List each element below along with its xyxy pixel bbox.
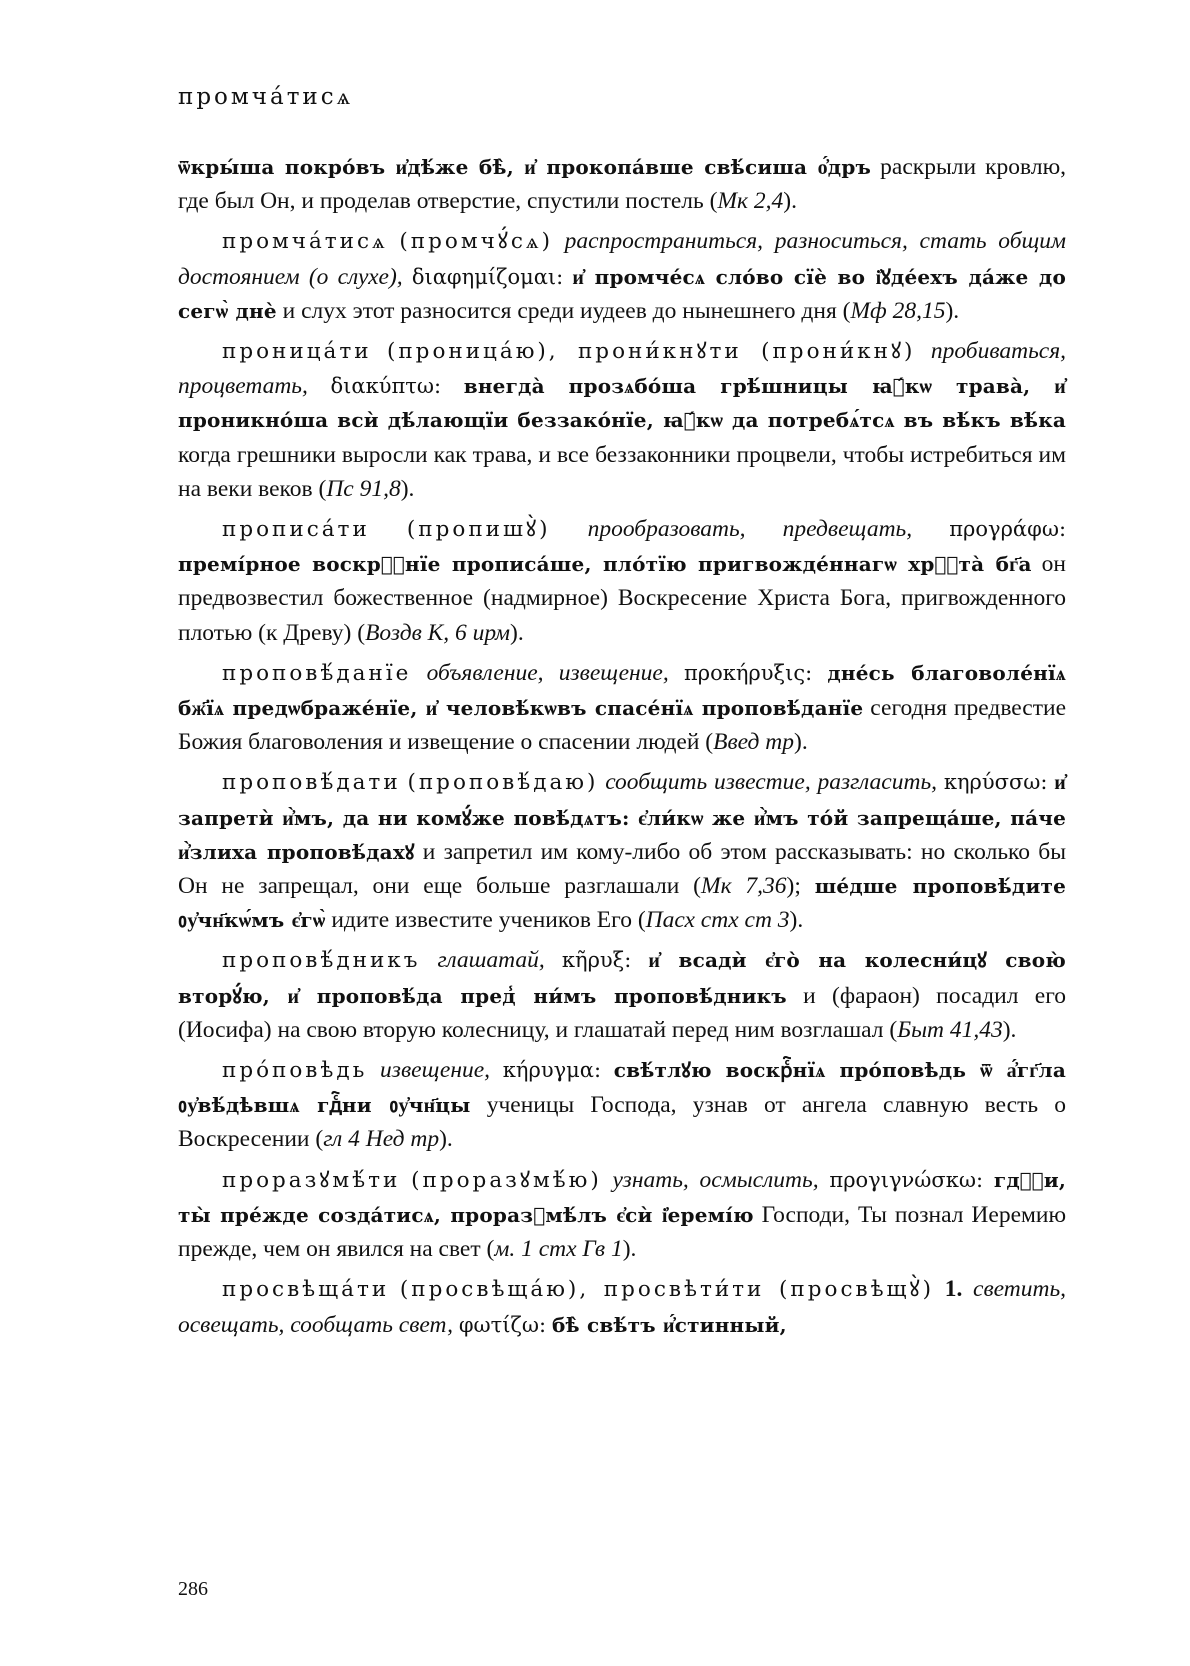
- church-slavonic-quote: и҆ всадѝ є҆го̀ на колесни́цꙋ свою̀ вторꙋ́ю, и҆ проповѣ́да пред̾ ни́мъ проповѣ́дникъ: [178, 948, 1067, 1008]
- greek-equivalent: κῆρυξ:: [561, 948, 632, 973]
- headword: просвѣща́ти: [222, 1277, 390, 1303]
- church-slavonic-quote: свѣ́тлꙋю воскрⷭ҇нїѧ про́повѣдь ѿ а҆́гг҃ла ᲂу҆вѣ́дѣвшѧ гдⷭ҇ни ᲂу҆чн҃цы: [178, 1058, 1067, 1118]
- headword: проповѣ́дати: [222, 770, 401, 796]
- reference: м. 1 стх Гв 1: [494, 1236, 623, 1263]
- translation-2: идите известите учеников Его (: [325, 907, 646, 934]
- church-slavonic-quote: и҆ запретѝ и҆̀мъ, да ни комꙋ́же повѣ́дѧтъ: є҆ли́кѡ же и҆̀мъ то́й запреща́ше, па́че и҆̀злиха проповѣ́дахꙋ: [178, 770, 1067, 864]
- reference: Введ тр: [713, 729, 794, 756]
- reference: гл 4 Нед тр: [323, 1126, 440, 1153]
- church-slavonic-quote: бѣ̀ свѣ́тъ и҆́стинный,: [551, 1312, 787, 1337]
- headword-variant: (промчꙋ́сѧ): [399, 229, 553, 255]
- greek-equivalent: κηρύσσω:: [943, 770, 1048, 795]
- greek-equivalent: φωτίζω:: [458, 1312, 547, 1337]
- entry-propovednik: проповѣ́дникъ глашатай, κῆρυξ: и҆ всадѝ є҆го̀ на колесни́цꙋ свою̀ вторꙋ́ю, и҆ проповѣ́да пред̾ ни́мъ проповѣ́дникъ и (фараон) посадил его (Иосифа) на свою вторую колесницу, и глашатай перед ним возглашал (Быт 41,43).: [178, 947, 1067, 1043]
- headword: проница́ти: [222, 339, 372, 365]
- gloss: извещение,: [380, 1057, 491, 1084]
- translation: раскрыли кровлю, где был Он, и проделав отверстие, спустили постель (: [178, 154, 1066, 215]
- greek-equivalent: προγράφω:: [949, 517, 1067, 542]
- church-slavonic-quote: гдⷭ҇и, ты̀ пре́жде созда́тисѧ, проразꙋмѣ́лъ є҆сѝ і҆еремі́ю: [178, 1167, 1067, 1227]
- gloss: сообщить известие, разгласить,: [605, 769, 938, 796]
- headword: промча́тисѧ: [222, 229, 388, 255]
- dictionary-text: [178, 150, 1066, 1348]
- reference: Мк 7,36: [701, 873, 787, 900]
- entry-promchatisya: промча́тисѧ (промчꙋ́сѧ) распространиться, разноситься, стать общим достоянием (о слухе), διαφημίζομαι: и҆ промче́сѧ сло́во сїѐ во і҆ꙋде́ехъ да́же до сегѡ̀ днѐ и слух этот разносится среди иудеев до нынешнего дня (Мф 28,15).: [178, 228, 1067, 324]
- running-head: промча́тисѧ: [178, 84, 354, 110]
- greek-equivalent: κήρυγμα:: [502, 1058, 602, 1083]
- church-slavonic-quote-2: ше́дше проповѣ́дите ᲂу҆чн҃кѡ́мъ є҆гѡ̀: [178, 874, 1067, 933]
- entry-continuation: ѿкры́ша покро́въ и҆дѣ́же бѣ̀, и҆ прокопа́вше свѣ́сиша о҆́дръ раскрыли кровлю, где был Он, и проделав отверстие, спустили постель (Мк 2,4).: [178, 154, 1066, 215]
- gloss: объявление, извещение,: [426, 659, 669, 686]
- reference: Мф 28,15: [850, 297, 946, 324]
- greek-equivalent: προγιγνώσκω:: [829, 1167, 984, 1192]
- headword-variant: (проразꙋмѣ́ю): [411, 1167, 602, 1193]
- reference: Пс 91,8: [326, 475, 401, 502]
- headword: проразꙋмѣ́ти: [222, 1167, 401, 1193]
- entry-propoved: про́повѣдь извещение, κήρυγμα: свѣ́тлꙋю воскрⷭ҇нїѧ про́повѣдь ѿ а҆́гг҃ла ᲂу҆вѣ́дѣвшѧ гдⷭ҇ни ᲂу҆чн҃цы ученицы Господа, узнав от ангела славную весть о Воскресении (гл 4 Нед тр).: [178, 1057, 1067, 1153]
- headword-variant: (просвѣща́ю), просвѣти́ти (просвѣщꙋ̀): [399, 1277, 935, 1303]
- translation: и запретил им кому-либо об этом рассказывать: но сколько бы Он не запрещал, они еще больше разглашали (: [178, 838, 1066, 900]
- church-slavonic-quote: и҆ промче́сѧ сло́во сїѐ во і҆ꙋде́ехъ да́же до сегѡ̀ днѐ: [178, 264, 1066, 323]
- entry-propovedati: проповѣ́дати (проповѣ́даю) сообщить известие, разгласить, κηρύσσω: и҆ запретѝ и҆̀мъ, да ни комꙋ́же повѣ́дѧтъ: є҆ли́кѡ же и҆̀мъ то́й запреща́ше, па́че и҆̀злиха проповѣ́дахꙋ и запретил им кому-либо об этом рассказывать: но сколько бы Он не запрещал, они еще больше разглашали (Мк 7,36); ше́дше проповѣ́дите ᲂу҆чн҃кѡ́мъ є҆гѡ̀ идите известите учеников Его (Пасх стх ст 3).: [178, 769, 1067, 934]
- greek-equivalent: διακύπτω:: [330, 374, 442, 399]
- headword-variant: (пропишꙋ̀): [406, 517, 551, 543]
- entry-propovedanie: проповѣ́данїе объявление, извещение, προκήρυξις: дне́сь благоволе́нїѧ бж҃їѧ предѡбраже́нїе, и҆ человѣ́кѡвъ спасе́нїѧ проповѣ́данїе сегодня предвестие Божия благоволения и извещение о спасении людей (Введ тр).: [178, 659, 1067, 756]
- greek-equivalent: διαφημίζομαι:: [411, 264, 564, 289]
- headword-variant: (проповѣ́даю): [407, 770, 599, 796]
- gloss: пробиваться, процветать,: [178, 338, 1067, 400]
- translation: сегодня предвестие Божия благоволения и извещение о спасении людей (: [178, 695, 1067, 756]
- gloss: светить, освещать, сообщать свет,: [178, 1276, 1067, 1338]
- church-slavonic-quote: премі́рное воскрⷭ҇нїе прописа́ше, пло́тїю пригвожде́ннагѡ хрⷭ҇та̀ бг҃а: [178, 552, 1032, 577]
- headword: прописа́ти: [222, 517, 370, 543]
- church-slavonic-quote: ѿкры́ша покро́въ и҆дѣ́же бѣ̀, и҆ прокопа́вше свѣ́сиша о҆́дръ: [178, 155, 872, 179]
- translation: Господи, Ты познал Иеремию прежде, чем он явился на свет (: [178, 1201, 1067, 1263]
- greek-equivalent: προκήρυξις:: [683, 660, 813, 685]
- reference: Быт 41,43: [897, 1016, 1003, 1043]
- entry-propisati: прописа́ти (пропишꙋ̀) прообразовать, предвещать, προγράφω: премі́рное воскрⷭ҇нїе прописа́ше, пло́тїю пригвожде́ннагѡ хрⷭ҇та̀ бг҃а он предвозвестил божественное (надмирное) Воскресение Христа Бога, пригвожденного плотью (к Древу) (Воздв К, 6 ирм).: [178, 516, 1067, 646]
- page-number: 286: [178, 1578, 208, 1600]
- reference: Воздв К, 6 ирм: [365, 619, 510, 646]
- translation: и слух этот разносится среди иудеев до нынешнего дня (: [276, 297, 851, 324]
- translation: и (фараон) посадил его (Иосифа) на свою вторую колесницу, и глашатай перед ним возглашал (: [178, 982, 1066, 1043]
- church-slavonic-quote: внегда̀ прозѧбо́ша грѣ́шницы ꙗ҆́кѡ трава̀, и҆ проникно́ша всѝ дѣ́лающїи беззако́нїе, ꙗ҆́кѡ да потребѧ́тсѧ въ вѣ́къ вѣ́ка: [178, 374, 1066, 433]
- headword: проповѣ́данїе: [222, 660, 412, 686]
- sense-number: 1.: [944, 1276, 963, 1303]
- church-slavonic-quote: дне́сь благоволе́нїѧ бж҃їѧ предѡбраже́нїе, и҆ человѣ́кѡвъ спасе́нїѧ проповѣ́данїе: [178, 660, 1066, 721]
- entry-prorazumeti: проразꙋмѣ́ти (проразꙋмѣ́ю) узнать, осмыслить, προγιγνώσκω: гдⷭ҇и, ты̀ пре́жде созда́тисѧ, проразꙋмѣ́лъ є҆сѝ і҆еремі́ю Господи, Ты познал Иеремию прежде, чем он явился на свет (м. 1 стх Гв 1).: [178, 1166, 1067, 1263]
- gloss: прообразовать, предвещать,: [587, 516, 913, 543]
- gloss: узнать, осмыслить,: [612, 1166, 819, 1193]
- gloss: глашатай,: [437, 947, 545, 974]
- translation: он предвозвестил божественное (надмирное) Воскресение Христа Бога, пригвожденного плотью (к Древу) (: [178, 551, 1066, 646]
- reference-2: Пасх стх ст 3: [645, 907, 790, 934]
- translation: ученицы Господа, узнав от ангела славную весть о Воскресении (: [178, 1092, 1066, 1153]
- entry-prosveshchati: [178, 1272, 1066, 1341]
- headword: про́повѣдь: [222, 1058, 368, 1084]
- headword-variant: (проница́ю), прони́кнꙋти (прони́кнꙋ): [386, 339, 916, 365]
- entry-pronitsati: проница́ти (проница́ю), прони́кнꙋти (прони́кнꙋ) пробиваться, процветать, διακύπτω: внегда̀ прозѧбо́ша грѣ́шницы ꙗ҆́кѡ трава̀, и҆ проникно́ша всѝ дѣ́лающїи беззако́нїе, ꙗ҆́кѡ да потребѧ́тсѧ въ вѣ́къ вѣ́ка когда грешники выросли как трава, и все беззаконники процвели, чтобы истребиться им на веки веков (Пс 91,8).: [178, 338, 1067, 502]
- translation: когда грешники выросли как трава, и все беззаконники процвели, чтобы истребиться им на веки веков (: [178, 441, 1066, 502]
- reference: Мк 2,4: [717, 188, 784, 215]
- headword: проповѣ́дникъ: [222, 948, 421, 974]
- gloss: распространиться, разноситься, стать общим достоянием (о слухе),: [178, 228, 1067, 290]
